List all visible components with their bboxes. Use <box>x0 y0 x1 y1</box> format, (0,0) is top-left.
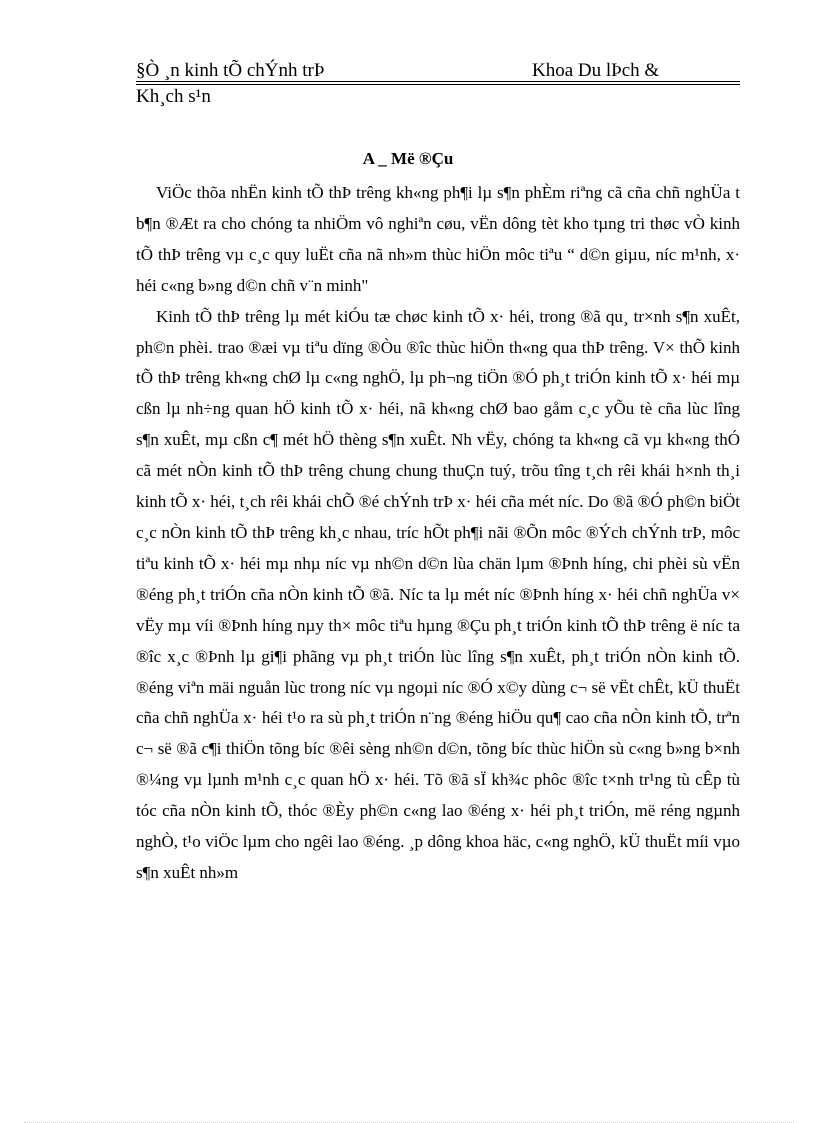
header-rule-second <box>136 84 740 85</box>
header-document-title: §Ò ¸n kinh tÕ chÝnh trÞ <box>136 60 325 81</box>
header-rule <box>136 81 740 82</box>
paragraph-2: Kinh tÕ thÞ trêng lµ mét kiÓu tæ chøc kinh tÕ x· héi, trong ®ã qu¸ tr×nh s¶n xuÊt, ph©n phèi. trao ®æi vµ tiªu dïng ®Òu ®îc thùc hiÖn th«ng qua thÞ trêng. V× thÕ kinh tÕ thÞ trêng kh«ng chØ lµ c«ng nghÖ, lµ ph¬ng tiÖn ®Ó ph¸t triÓn kinh tÕ x· héi mµ cßn lµ nh÷ng quan hÖ kinh tÕ x· héi, nã kh«ng chØ bao gåm c¸c yÕu tè cña lùc lîng s¶n xuÊt, mµ cßn c¶ mét hÖ thèng s¶n xuÊt. Nh vËy, chóng ta kh«ng cã vµ kh«ng thÓ cã mét nÒn kinh tÕ thÞ trêng chung chung thuÇn tuý, trõu tîng t¸ch rêi khái h×nh th¸i kinh tÕ x· héi, t¸ch rêi khái chÕ ®é chÝnh trÞ x· héi cña mét níc. Do ®ã ®Ó ph©n biÖt c¸c nÒn kinh tÕ thÞ trêng kh¸c nhau, tríc hÕt ph¶i nãi ®Õn môc ®Ých chÝnh trÞ, môc tiªu kinh tÕ x· héi mµ nhµ níc vµ nh©n d©n lùa chän lµm ®Þnh híng, chi phèi sù vËn ®éng ph¸t triÓn cña nÒn kinh tÕ ®ã. Níc ta lµ mét níc ®Þnh híng x· héi chñ nghÜa v× vËy mµ víi ®Þnh híng nµy th× môc tiªu hµng ®Çu ph¸t triÓn kinh tÕ thÞ trêng ë níc ta ®îc x¸c ®Þnh lµ gi¶i phãng vµ ph¸t triÓn lùc lîng s¶n xuÊt, ph¸t triÓn nÒn kinh tÕ. ®éng viªn mäi nguån lùc trong níc vµ ngoµi níc ®Ó x©y dùng c¬ së vËt chÊt, kÜ thuËt cña chñ nghÜa x· héi t¹o ra sù ph¸t triÓn n¨ng ®éng hiÖu qu¶ cao cña nÒn kinh tÕ, trªn c¬ së ®ã c¶i thiÖn tõng bíc ®êi sèng nh©n d©n, tõng bíc thùc hiÖn sù c«ng b»ng b×nh ®¼ng vµ lµnh m¹nh c¸c quan hÖ x· héi. Tõ ®ã sÏ kh¾c phôc ®îc t×nh tr¹ng tù cÊp tù tóc cña nÒn kinh tÕ, thóc ®Èy ph©n c«ng lao ®éng x· héi ph¸t triÓn, më réng ngµnh nghÒ, t¹o viÖc lµm cho ngêi lao ®éng. ¸p dông khoa häc, c«ng nghÖ, kÜ thuËt míi vµo s¶n xuÊt nh»m <box>136 306 740 882</box>
section-title: A _ Më ®Çu <box>362 149 454 168</box>
paragraph-1: ViÖc thõa nhËn kinh tÕ thÞ trêng kh«ng ph¶i lµ s¶n phÈm riªng cã cña chñ nghÜa t b¶n ®Æt ra cho chóng ta nhiÖm vô nghiªn cøu, vËn dông tèt kho tµng tri thøc vÒ kinh tÕ thÞ trêng vµ c¸c quy luËt cña nã nh»m thùc hiÖn môc tiªu “ d©n giµu, níc m¹nh, x· héi c«ng b»ng d©n chñ v¨n minh" <box>136 183 740 295</box>
header-faculty: Khoa Du lÞch & <box>532 60 660 81</box>
header-faculty-continuation: Kh¸ch s¹n <box>136 86 211 107</box>
body-text <box>136 178 740 889</box>
